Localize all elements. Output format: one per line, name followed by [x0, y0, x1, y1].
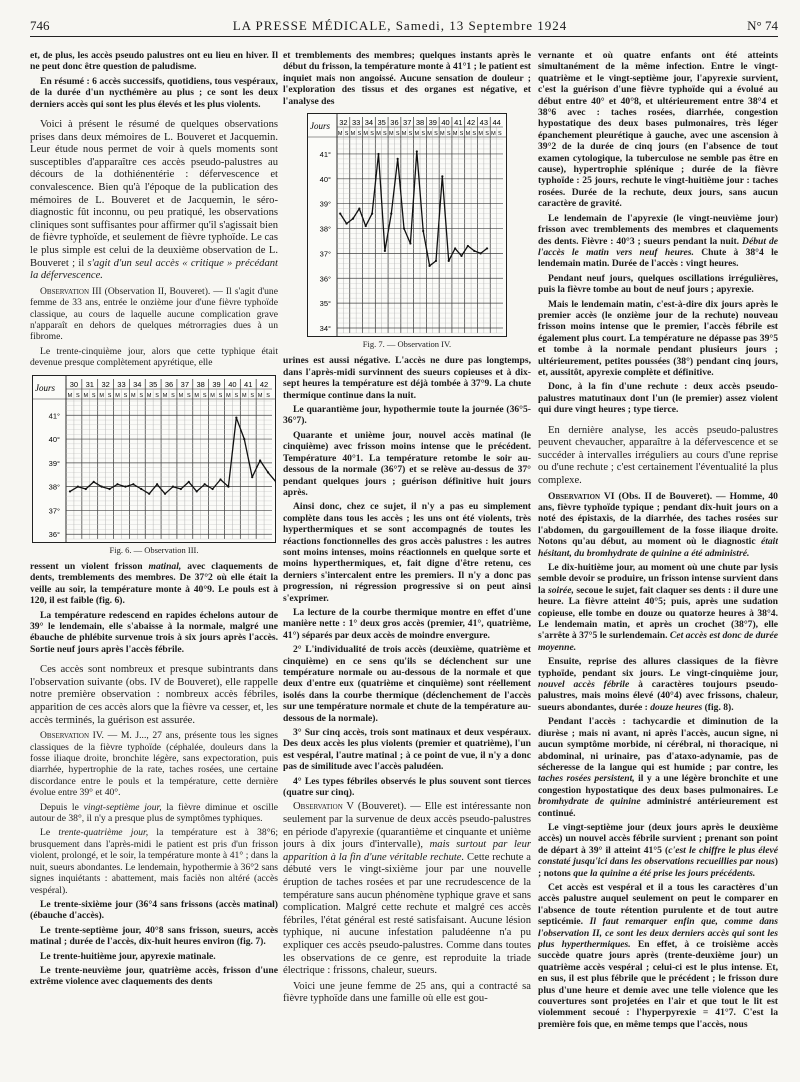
day-tick-label: 36: [390, 118, 399, 128]
paragraph: La lecture de la courbe thermique montre en effet d'une manière nette : 1° deux gros accès (premier, 41°, quatrième, 41°) séparés par deux accès de moindre envergure.: [283, 606, 531, 641]
morning-label: M: [414, 131, 420, 138]
paragraph: Ensuite, reprise des allures classiques de la fièvre typhoïde, pendant six jours. Le vingt-cinquième jour, nouvel accès fébrile à caractères toujours pseudo-palustres, mais moins élevé (40°4) avec frissons, chaleur, sueurs abondantes, durée : douze heures (fig. 8).: [538, 656, 778, 713]
morning-label: M: [146, 392, 152, 399]
paragraph: Donc, à la fin d'une rechute : deux accès pseudo-palustres matutinaux dont l'un (le premier) assez violent qui dure vingt heures ; type tierce.: [538, 381, 778, 416]
morning-label: M: [388, 131, 394, 138]
morning-label: M: [131, 392, 136, 399]
paragraph: Le lendemain de l'apyrexie (le vingt-neuvième jour) frisson avec tremblements des membres et claquements des dents. Fièvre : 40°3 ; sueurs pendant la nuit. Début de l'accès le matin vers neuf heures. Chute à 38°4 le lendemain matin. Durée de l'accès : vingt heures.: [538, 212, 778, 270]
observation-vi: Observation VI (Obs. II de Bouveret). — Homme, 40 ans, fièvre typhoïde typique ; pendant dix-huit jours on a noté des épistaxis, de la diarrhée, des taches rosées sur l'abdomen, du gargouillement de la fosse iliaque droite. Notons qu'au début, au moment où le diagnostic était hésitant, du bromhydrate de quinine a été administré.: [538, 490, 778, 559]
evening-label: S: [139, 392, 144, 399]
temperature-chart-fig6: [32, 375, 276, 543]
temperature-point: [124, 485, 126, 487]
y-tick-label: 40°: [319, 174, 331, 184]
figure-caption: Fig. 6. — Observation III.: [109, 544, 199, 555]
journal-title: LA PRESSE MÉDICALE, Samedi, 13 Septembre 1924: [232, 18, 568, 33]
morning-label: M: [226, 392, 231, 399]
day-tick-label: 37: [403, 118, 412, 128]
day-tick-label: 40: [228, 379, 237, 389]
temperature-point: [339, 213, 341, 215]
day-tick-label: 35: [377, 118, 386, 128]
figure-caption: Fig. 7. — Observation IV.: [362, 339, 452, 350]
morning-label: M: [83, 392, 89, 399]
temperature-point: [403, 227, 405, 229]
y-tick-label: 41°: [319, 149, 331, 159]
paragraph: Depuis le vingt-septième jour, la fièvre diminue et oscille autour de 38°, il n'y a presque plus de symptômes typhiques.: [30, 801, 278, 825]
evening-label: S: [421, 131, 426, 138]
paragraph: et tremblements des membres; quelques instants après le début du frisson, la température monte à 41°1 ; le patient est inquiet mais non angoissé. Aucune sensation de douleur ; l'exploration des tissus et des organes est négative, et l'analyse des: [283, 50, 531, 107]
morning-label: M: [162, 392, 168, 399]
evening-label: S: [485, 131, 489, 138]
temperature-point: [441, 175, 443, 177]
evening-label: S: [234, 392, 239, 399]
day-tick-label: 43: [479, 118, 489, 128]
temperature-point: [480, 252, 482, 254]
evening-label: S: [171, 392, 175, 399]
evening-label: S: [395, 131, 400, 138]
evening-label: S: [370, 131, 374, 138]
y-tick-label: 40°: [48, 434, 60, 444]
temperature-point: [390, 213, 392, 215]
morning-label: M: [465, 131, 471, 138]
morning-label: M: [401, 131, 407, 138]
observation-iv: Observation IV. — M. J..., 27 ans, présente tous les signes classiques de la fièvre typhoïde (céphalée, douleurs dans la fosse iliaque droite, bronchite légère, sans expectoration, puis diarrhée, hypertrophie de la rate, taches rosées, une certaine discordance entre le pouls et la température, cette dernière évolue entre 39° et 40°.: [30, 730, 278, 799]
morning-label: M: [99, 392, 104, 399]
paragraph: En résumé : 6 accès successifs, quotidiens, tous vespéraux, de la durée d'un nycthémère au plus ; ce sont les deux derniers accès qui sont les plus élevés et les plus violents.: [30, 75, 278, 110]
axis-label-jours: Jours: [310, 121, 330, 132]
temperature-point: [365, 225, 367, 227]
paragraph: Cet accès est vespéral et il a tous les caractères d'un accès palustre auquel seulement on peut le comparer en l'absence de toute rétention purulente et de tout autre septicémie. Il faut remarquer enfin que, comme dans l'observation II, ce sont les deux derniers accès qui sont les plus hyperthermiques. En effet, à ce troisième accès succède quatre jours après (trente-deuxième jour) un quatrième accès vespéral ; celui-ci est le plus intense. Et, en sus, il est plus fébrile que le précédent ; le frisson dure plus d'une heure et demie avec une telle violence que les couvertures sont projetées en l'air et que tout le lit est violemment secoué : l'hyperpyrexie = 41°7. C'est la première fois que, en même temps que l'accès, nous: [538, 881, 778, 1030]
paragraph: 3° Sur cinq accès, trois sont matinaux et deux vespéraux. Des deux accès les plus violents (premier et quatrième), l'un est vespéral, l'autre matinal ; à ce point de vue, il n'y a donc pas de similitude avec l'accès paludéen.: [283, 727, 531, 773]
temperature-point: [473, 250, 475, 252]
evening-label: S: [155, 392, 159, 399]
day-tick-label: 39: [212, 379, 221, 389]
evening-label: S: [218, 392, 223, 399]
temperature-point: [345, 222, 347, 224]
evening-label: S: [472, 131, 477, 138]
day-tick-label: 30: [69, 379, 79, 389]
paragraph: Le vingt-septième jour (deux jours après le deuxième accès) un nouvel accès fébrile survient ; prenant son point de départ à 39° il atteint 41°5 (c'est le chiffre le plus élevé constaté jusqu'ici dans les observations recueillies par nous) ; notons que la quinine a été prise les jours précédents.: [538, 821, 778, 879]
paragraph: La température redescend en rapides échelons autour de 39° le lendemain, elle s'abaisse à la normale, malgré une ébauche de phlébite survenue trois à six jours après l'accès. Sortie neuf jours après l'accès fébrile.: [30, 609, 278, 655]
evening-label: S: [91, 392, 96, 399]
paragraph: 2° L'individualité de trois accès (deuxième, quatrième et cinquième) en ce sens qu'ils se déclenchent sur une température normale ou au-dessous de la normale et que deux d'entre eux (quatrième et cinquième) sont réellement isolés dans la courbe thermique (déclenchement de l'accès sur une température normale et chute de la température au-dessous de la normale).: [283, 644, 531, 724]
temperature-point: [267, 471, 269, 473]
paragraph: Le dix-huitième jour, au moment où une chute par lysis semble devoir se produire, un frisson intense survient dans la soirée, secoue le sujet, fait claquer ses dents : il dure une heure. La fièvre atteint 40°5; puis, après une sudation copieuse, elle tombe en douze ou quatorze heures à 38°4. Le lendemain matin, et après un crochet (38°7), elle s'arrête à 37°5 le surlendemain. Cet accès est donc de durée moyenne.: [538, 562, 778, 653]
y-tick-label: 36°: [319, 274, 331, 284]
morning-label: M: [452, 131, 458, 138]
morning-label: M: [491, 131, 496, 138]
paragraph: En dernière analyse, les accès pseudo-palustres peuvent chevaucher, apparaître à la défervescence et se succéder à intervalles irréguliers au cours d'une reprise ou d'une rechute ; c'est certainement l'éventualité la plus complexe.: [538, 424, 778, 486]
day-tick-label: 34: [133, 379, 142, 389]
temperature-point: [116, 483, 118, 485]
day-tick-label: 41: [244, 379, 253, 389]
paragraph: Le trente-septième jour, 40°8 sans frisson, sueurs, accès matinal ; durée de l'accès, dix-huit heures environ (fig. 7).: [30, 924, 278, 948]
evening-label: S: [383, 131, 387, 138]
temperature-point: [219, 478, 221, 480]
axis-label-jours: Jours: [35, 382, 55, 393]
morning-label: M: [363, 131, 369, 138]
evening-label: S: [357, 131, 362, 138]
evening-label: S: [123, 392, 128, 399]
morning-label: M: [376, 131, 381, 138]
morning-label: M: [241, 392, 247, 399]
day-tick-label: 41: [454, 118, 463, 128]
day-tick-label: 35: [148, 379, 158, 389]
temperature-point: [259, 459, 261, 461]
day-tick-label: 32: [339, 118, 348, 128]
temperature-point: [180, 488, 182, 490]
temperature-point: [93, 480, 95, 482]
temperature-point: [460, 255, 462, 257]
day-tick-label: 32: [101, 379, 110, 389]
y-tick-label: 41°: [48, 410, 60, 420]
chart-frame: [33, 375, 276, 542]
day-tick-label: 44: [492, 118, 501, 128]
temperature-point: [77, 485, 79, 487]
paragraph: Quarante et unième jour, nouvel accès matinal (le cinquième) avec frisson moins intense que le précédent. Température 40°1. La température retombe le soir au-dessous de la normale (36°7) et se relève au-dessus de 37° pendant quelques jours ; guérison définitive huit jours après.: [283, 429, 531, 498]
temperature-point: [196, 490, 198, 492]
temperature-point: [172, 485, 174, 487]
issue-number: N° 74: [747, 18, 778, 33]
paragraph: Ainsi donc, chez ce sujet, il n'y a pas eu simplement complète dans tous les accès ; les uns ont été violents, très hyperthermiques et se sont accompagnés de toutes les réactions fonctionnelles des gros accès palustres : les autres sont moins intenses, moins réactionnels en quelque sorte et moins hyperthermiques, et, fait digne d'être retenu, ces derniers s'intercalent entre les premiers. Il n'y a donc pas progression, ni régression progressive si on peut ainsi s'exprimer.: [283, 501, 531, 604]
paragraph: Le trente-huitième jour, apyrexie matinale.: [40, 950, 216, 962]
paragraph: Le trente-sixième jour (36°4 sans frissons (accès matinal) (ébauche d'accès).: [30, 898, 278, 922]
temperature-point: [140, 488, 142, 490]
paragraph: Le trente-neuvième jour, quatrième accès, frisson d'une extrême violence avec claquements des dents: [30, 964, 278, 988]
paragraph: Pendant neuf jours, quelques oscillations irrégulières, puis la fièvre tombe au bout de neuf jours ; apyrexie.: [538, 272, 778, 296]
paragraph: Voici une jeune femme de 25 ans, qui a contracté sa fièvre typhoïde dans une famille où elle est gou-: [283, 980, 531, 1005]
temperature-point: [204, 483, 206, 485]
y-tick-label: 39°: [319, 199, 331, 209]
day-tick-label: 39: [428, 118, 437, 128]
y-tick-label: 39°: [48, 458, 60, 468]
evening-label: S: [497, 131, 502, 138]
day-tick-label: 34: [364, 118, 374, 128]
evening-label: S: [344, 131, 349, 138]
day-tick-label: 37: [180, 379, 190, 389]
day-tick-label: 38: [415, 118, 425, 128]
paragraph: ressent un violent frisson matinal, avec claquements de dents, tremblements des membres. De 37°2 où elle était la veille au soir, la température monte à 40°9. Le pouls est à 120, il est faible (fig. 6).: [30, 561, 278, 607]
evening-label: S: [434, 131, 438, 138]
morning-label: M: [210, 392, 215, 399]
temperature-point: [467, 245, 469, 247]
header-rule: [30, 36, 778, 37]
evening-label: S: [266, 392, 270, 399]
figure-7: [283, 113, 531, 350]
day-tick-label: 38: [196, 379, 205, 389]
paragraph: 4° Les types fébriles observés le plus souvent sont tierces (quatre sur cinq).: [283, 775, 531, 799]
page-header: [0, 0, 800, 38]
evening-label: S: [459, 131, 464, 138]
evening-label: S: [202, 392, 207, 399]
temperature-point: [85, 488, 87, 490]
temperature-point: [188, 480, 190, 482]
temperature-point: [358, 208, 360, 210]
temperature-point: [377, 153, 379, 155]
morning-label: M: [257, 392, 263, 399]
morning-label: M: [440, 131, 445, 138]
observation-v: Observation V (Bouveret). — Elle est intéressante non seulement par la survenue de deux accès pseudo-palustres en période d'apyrexie (quarantième et cinquante et unième jours à dix jours d'intervalle), mais surtout par leur apparition à la fin d'une véritable rechute. Cette rechute a débuté vers le vingt-sixième jour par une nouvelle éruption de taches rosées et par une recrudescence de la température sans aucun phénomène typhique grave et sans complication. Malgré cette rechute et malgré ces accès fébriles, l'état général est resté satisfaisant. Aucune lésion typhique, ni aucune infestation paludéenne n'a pu expliquer ces accès pseudo-palustres. Comme dans toutes les observations de ce genre, est reproduite la triade électrique : frissons, chaleur, sueurs.: [283, 801, 531, 977]
column-middle: [283, 50, 531, 1072]
temperature-point: [101, 485, 103, 487]
evening-label: S: [76, 392, 80, 399]
paragraph: Le trente-cinquième jour, alors que cette typhique était devenue presque complètement apyrétique, elle: [30, 345, 278, 369]
morning-label: M: [194, 392, 200, 399]
evening-label: S: [250, 392, 255, 399]
page-number: 746: [30, 18, 50, 33]
temperature-point: [397, 158, 399, 160]
paragraph: Pendant l'accès : tachycardie et diminution de la diurèse ; mais ni avant, ni après l'accès, aucun signe, ni aucun symptôme morbide, ni cérébral, ni thoracique, ni abdominal, ni urinaire, pas d'ataxo-adynamie, pas de sécheresse de la langue qui est humide ; par contre, les taches rosées persistent, il y a une légère bronchite et une congestion hypostatique des deux bases pulmonaires. Le bromhydrate de quinine administré antérieurement est continué.: [538, 716, 778, 819]
temperature-point: [428, 265, 430, 267]
evening-label: S: [186, 392, 191, 399]
temperature-point: [148, 492, 150, 494]
temperature-point: [156, 483, 158, 485]
y-tick-label: 34°: [319, 324, 331, 334]
temperature-point: [164, 492, 166, 494]
morning-label: M: [427, 131, 432, 138]
y-tick-label: 38°: [319, 224, 331, 234]
morning-label: M: [350, 131, 356, 138]
paragraph: Ces accès sont nombreux et presque subintrants dans l'observation suivante (obs. IV de Bouveret), elle rappelle notre première observation : nombreux accès fébriles, apparition de ces accès alors que la fièvre va cesser, et, les accès terminés, la guérison est assurée.: [30, 664, 278, 726]
morning-label: M: [478, 131, 483, 138]
paragraph: et, de plus, les accès pseudo palustres ont eu lieu en hiver. Il ne peut donc être question de paludisme.: [30, 50, 278, 73]
day-tick-label: 33: [117, 379, 126, 389]
temperature-point: [352, 218, 354, 220]
evening-label: S: [107, 392, 112, 399]
temperature-point: [371, 213, 373, 215]
temperature-point: [69, 490, 71, 492]
y-tick-label: 35°: [319, 299, 331, 309]
day-tick-label: 42: [259, 379, 269, 389]
paragraph: Mais le lendemain matin, c'est-à-dire dix jours après le premier accès (le onzième jour de la rechute) nouveau frisson moins intense que le premier, l'accès fébrile est également plus court. La température ne dépasse pas 39°5 et tombe à la normale pendant plusieurs jours ; ultérieurement, petites poussées (38°) pendant cinq jours, et, aussitôt, apyrexie complète et définitive.: [538, 298, 778, 378]
column-right: [538, 50, 778, 1072]
temperature-point: [243, 438, 245, 440]
y-tick-label: 37°: [319, 249, 331, 259]
temperature-point: [251, 476, 253, 478]
temperature-point: [227, 485, 229, 487]
temperature-point: [211, 488, 213, 490]
paragraph: vernante et où quatre enfants ont été atteints simultanément de la même infection. Entre le vingt-quatrième et le vingt-septième jour, l'apyrexie survient, c'est la guérison d'une fièvre typhoïde qui a évolué au début entre 40° et 40°8, et ultérieurement entre 38°4 et 38°6 avec : taches rosées, diarrhée, congestion hypostatique des deux bases pulmonaires, très léger épanchement pleurétique à gauche, avec une ascension à 39°2 de la durée de cinq jours (en l'absence de tout examen cytologique, la tuberculose ne semble pas être en cause), hypertrophie splénique ; durée de la fièvre typhoïde : 25 jours, rechute le vingt-huitième jour : taches rosées. Durée de la rechute, deux jours, sans aucun caractère de gravité.: [538, 50, 778, 210]
y-tick-label: 36°: [48, 529, 60, 539]
temperature-point: [132, 483, 134, 485]
evening-label: S: [408, 131, 413, 138]
morning-label: M: [178, 392, 184, 399]
figure-6: [30, 375, 278, 556]
temperature-point: [416, 150, 418, 152]
morning-label: M: [337, 131, 343, 138]
paragraph: Le quarantième jour, hypothermie toute la journée (36°5-36°7).: [283, 404, 531, 427]
observation-iii: Observation III (Observation II, Bouveret). — Il s'agit d'une femme de 33 ans, entrée le onzième jour d'une fièvre typhoïde classique, au cours de laquelle aucune complication grave n'apparaît en dehors de quelques métrorragies dues à un fibrome.: [30, 285, 278, 343]
day-tick-label: 36: [164, 379, 174, 389]
day-tick-label: 31: [85, 379, 94, 389]
day-tick-label: 42: [466, 118, 476, 128]
temperature-point: [435, 260, 437, 262]
day-tick-label: 33: [351, 118, 361, 128]
paragraph: urines est aussi négative. L'accès ne dure pas longtemps, dans l'après-midi survinnent des sueurs copieuses et à dix-sept heures la température est déjà tombée à 37°9. La chute thermique continue dans la nuit.: [283, 355, 531, 401]
temperature-point: [235, 416, 237, 418]
morning-label: M: [115, 392, 120, 399]
day-tick-label: 40: [441, 118, 450, 128]
temperature-point: [448, 260, 450, 262]
temperature-point: [454, 247, 456, 249]
evening-label: S: [446, 131, 451, 138]
temperature-point: [422, 230, 424, 232]
temperature-point: [409, 242, 411, 244]
temperature-point: [108, 488, 110, 490]
temperature-point: [384, 250, 386, 252]
y-tick-label: 37°: [48, 506, 60, 516]
paragraph: Voici à présent le résumé de quelques observations prises dans deux mémoires de L. Bouveret et Jacquemin. Leur étude nous permet de voir à quels moments sont susceptibles d'apparaître ces accès pseudo-palustres au décours de la dothiénentérie : défervescence et convalescence. Bien qu'à l'époque de la publication des mémoires de L. Bouveret et de Jacquemin, le séro-diagnostic fût inconnu, ou peu pratiqué, les observations cliniques sont suffisantes pour affirmer qu'il s'agissait bien de fièvre typhoïde, et seulement de fièvre typhoïde. Le cas le plus simple est celui de la deuxième observation de L. Bouveret ; il s'agit d'un seul accès « critique » précédant la défervescence.: [30, 119, 278, 282]
y-tick-label: 38°: [48, 482, 60, 492]
paragraph: Le trente-quatrième jour, la température est à 38°6; brusquement dans l'après-midi le patient est pris d'un frisson violent, prolongé, et le soir, la température monte à 41° ; dans la nuit, sueurs abondantes. Le lendemain, hypothermie à 36°2 sans signes inquiétants : abattement, mais faciès non altéré (accès vespéral).: [30, 827, 278, 896]
morning-label: M: [67, 392, 73, 399]
temperature-point: [486, 247, 488, 249]
column-left: [30, 50, 278, 1072]
temperature-chart-fig7: [307, 113, 507, 337]
